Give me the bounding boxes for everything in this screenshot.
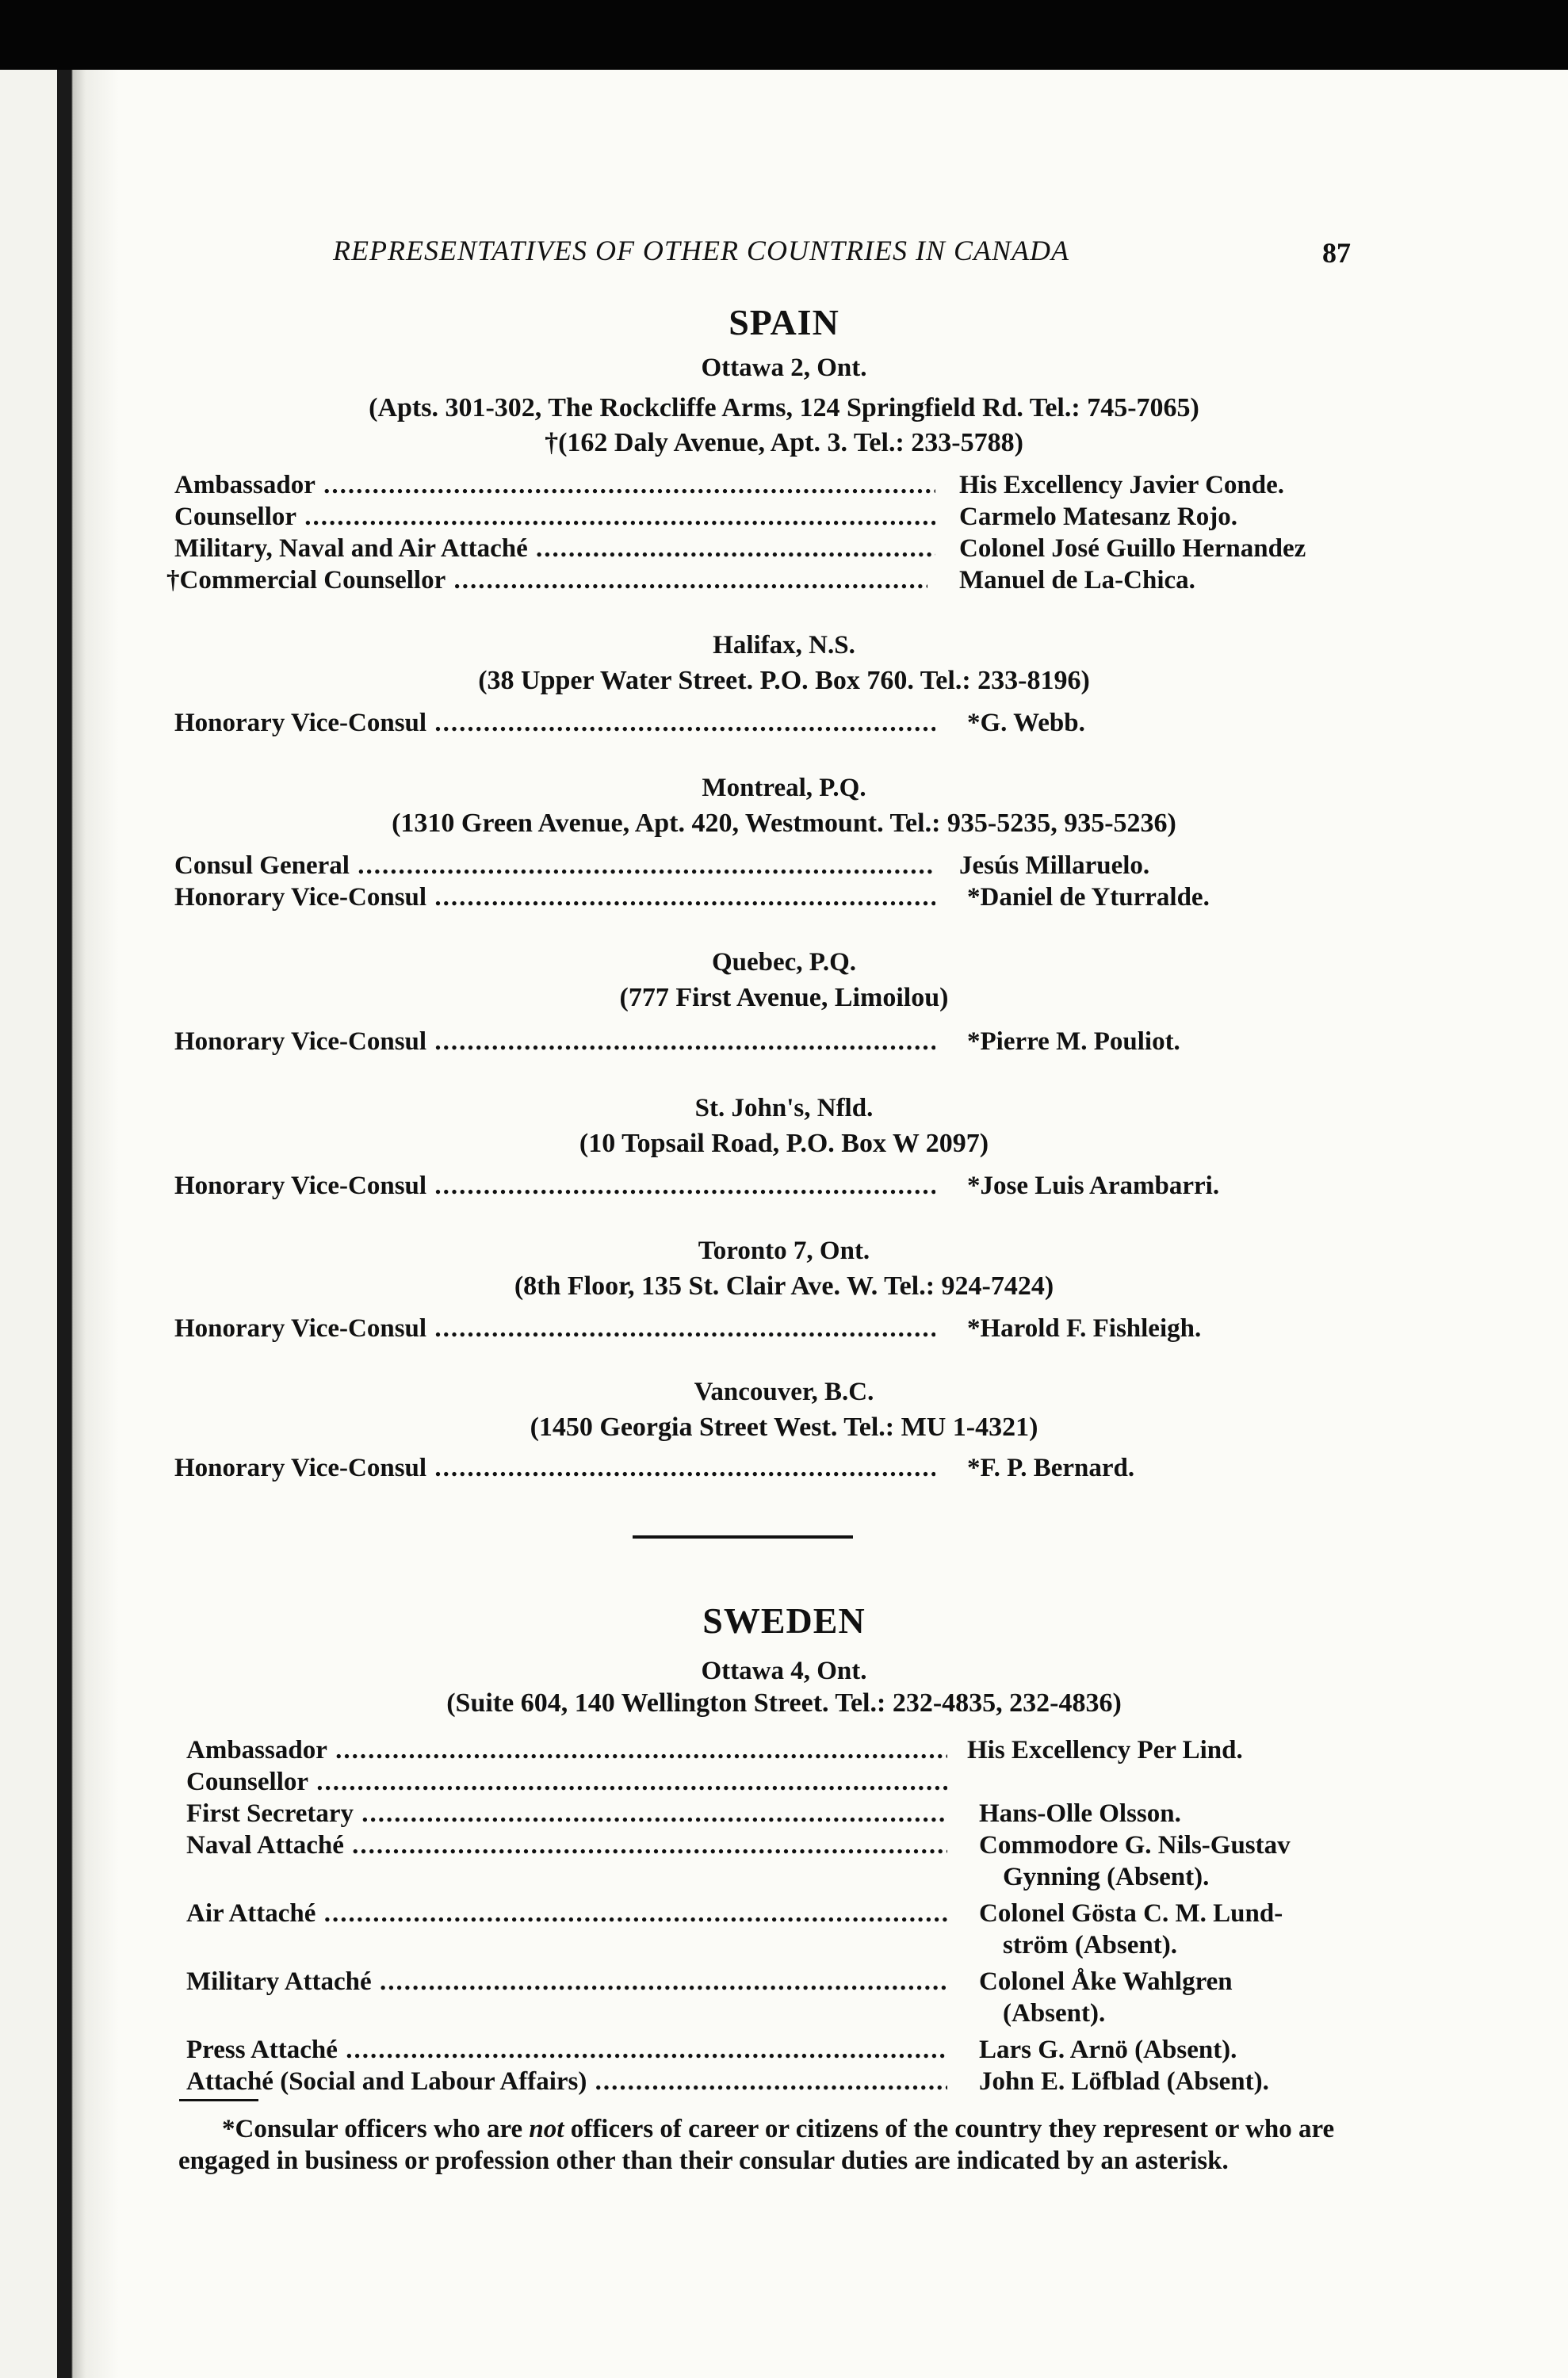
listing-row (174, 1799, 1363, 1831)
position-title: Honorary Vice-Consul ..... (174, 1172, 935, 1201)
running-head: REPRESENTATIVES OF OTHER COUNTRIES IN CANADA (333, 235, 1069, 266)
listing-row (174, 883, 1363, 915)
country-heading-spain: SPAIN (729, 302, 839, 342)
listing-row (174, 1967, 1363, 1999)
officer-name-continued: Gynning (Absent). (1003, 1863, 1210, 1891)
city-heading: Vancouver, B.C. (694, 1378, 874, 1406)
listing-row (174, 709, 1363, 740)
officer-name-continued: (Absent). (1003, 1999, 1106, 2028)
listing-row (174, 534, 1363, 566)
footnote-text: *Consular officers who are (222, 2115, 530, 2143)
listing-row-continuation (174, 1863, 1363, 1894)
city-heading: Ottawa 4, Ont. (701, 1657, 867, 1685)
position-title: Ambassador ..... (186, 1736, 947, 1765)
city-heading: Halifax, N.S. (713, 631, 855, 659)
handwritten-underline (179, 2099, 258, 2101)
city-heading: Ottawa 2, Ont. (701, 354, 867, 382)
section-divider (633, 1535, 853, 1539)
officer-name: Manuel de La-Chica. (959, 566, 1195, 594)
listing-row (174, 2036, 1363, 2067)
address-line: (777 First Avenue, Limoilou) (619, 983, 949, 1012)
listing-row (174, 1831, 1363, 1863)
position-title: Air Attaché ..... (186, 1899, 947, 1929)
officer-name: John E. Löfblad (Absent). (979, 2067, 1269, 2096)
position-title: Ambassador ..... (174, 471, 935, 500)
officer-name: Commodore G. Nils-Gustav (979, 1831, 1291, 1860)
position-title: Naval Attaché ..... (186, 1831, 947, 1860)
city-heading: Montreal, P.Q. (702, 774, 866, 802)
officer-name: *Pierre M. Pouliot. (967, 1027, 1180, 1056)
position-title: Honorary Vice-Consul ..... (174, 1314, 935, 1344)
address-line: (8th Floor, 135 St. Clair Ave. W. Tel.: 924-7424) (514, 1271, 1054, 1301)
position-title: Honorary Vice-Consul ..... (174, 709, 935, 738)
listing-row (174, 471, 1363, 503)
officer-name: His Excellency Per Lind. (967, 1736, 1243, 1764)
position-title: First Secretary ..... (186, 1799, 947, 1829)
address-line: (1450 Georgia Street West. Tel.: MU 1-4321) (530, 1413, 1038, 1442)
listing-row (174, 1454, 1363, 1485)
officer-name: Hans-Olle Olsson. (979, 1799, 1181, 1828)
listing-row (174, 1027, 1363, 1059)
address-line: (38 Upper Water Street. P.O. Box 760. Tel.: 233-8196) (478, 666, 1090, 695)
officer-name: Lars G. Arnö (Absent). (979, 2036, 1237, 2064)
listing-row (174, 1314, 1363, 1346)
country-heading-sweden: SWEDEN (702, 1600, 866, 1641)
officer-name: His Excellency Javier Conde. (959, 471, 1285, 499)
listing-row-continuation (174, 1931, 1363, 1963)
address-line: †(162 Daly Avenue, Apt. 3. Tel.: 233-5788) (545, 428, 1023, 457)
position-title: Honorary Vice-Consul ..... (174, 883, 935, 912)
position-title: Military Attaché ..... (186, 1967, 947, 1997)
listing-row (174, 1736, 1363, 1768)
scan-top-border (0, 0, 1568, 70)
page-number: 87 (1322, 237, 1351, 269)
listing-row (174, 1172, 1363, 1203)
address-line: (1310 Green Avenue, Apt. 420, Westmount. Tel.: 935-5235, 935-5236) (392, 809, 1176, 838)
listing-row (174, 503, 1363, 534)
officer-name-continued: ström (Absent). (1003, 1931, 1177, 1959)
position-title: Attaché (Social and Labour Affairs) ..... (186, 2067, 947, 2097)
position-title: Consul General ..... (174, 851, 935, 881)
listing-row (166, 566, 1356, 598)
listing-row (174, 1899, 1363, 1931)
position-title: Honorary Vice-Consul ..... (174, 1027, 935, 1057)
city-heading: St. John's, Nfld. (694, 1094, 874, 1122)
officer-name: *Harold F. Fishleigh. (967, 1314, 1202, 1343)
address-line: (Suite 604, 140 Wellington Street. Tel.: 232-4835, 232-4836) (446, 1688, 1122, 1718)
officer-name: Colonel Åke Wahlgren (979, 1967, 1233, 1996)
officer-name: Jesús Millaruelo. (959, 851, 1150, 880)
officer-name: *Jose Luis Arambarri. (967, 1172, 1220, 1200)
listing-row (174, 1768, 1363, 1799)
position-title: Honorary Vice-Consul ..... (174, 1454, 935, 1483)
officer-name: Colonel Gösta C. M. Lund- (979, 1899, 1283, 1928)
footnote (178, 2113, 1367, 2177)
position-title: †Commercial Counsellor ..... (166, 566, 927, 595)
city-heading: Toronto 7, Ont. (698, 1237, 870, 1265)
footnote-text: officers of career or citizens of the country they represent or who are engaged in business or profession other than their consular duties are indicated by an asterisk. (178, 2115, 1335, 2175)
position-title: Press Attaché ..... (186, 2036, 947, 2065)
listing-row (174, 2067, 1363, 2099)
officer-name: *F. P. Bernard. (967, 1454, 1135, 1482)
officer-name: *G. Webb. (967, 709, 1085, 737)
address-line: (10 Topsail Road, P.O. Box W 2097) (579, 1129, 989, 1158)
listing-row-continuation (174, 1999, 1363, 2031)
position-title: Counsellor ..... (174, 503, 935, 532)
officer-name: Colonel José Guillo Hernandez (959, 534, 1306, 563)
officer-name: Carmelo Matesanz Rojo. (959, 503, 1237, 531)
address-line: (Apts. 301-302, The Rockcliffe Arms, 124 Springfield Rd. Tel.: 745-7065) (369, 393, 1199, 422)
position-title: Counsellor ..... (186, 1768, 947, 1797)
listing-row (174, 851, 1363, 883)
city-heading: Quebec, P.Q. (711, 948, 857, 977)
position-title: Military, Naval and Air Attaché ..... (174, 534, 935, 564)
footnote-emphasis: not (529, 2115, 564, 2143)
officer-name: *Daniel de Yturralde. (967, 883, 1210, 912)
